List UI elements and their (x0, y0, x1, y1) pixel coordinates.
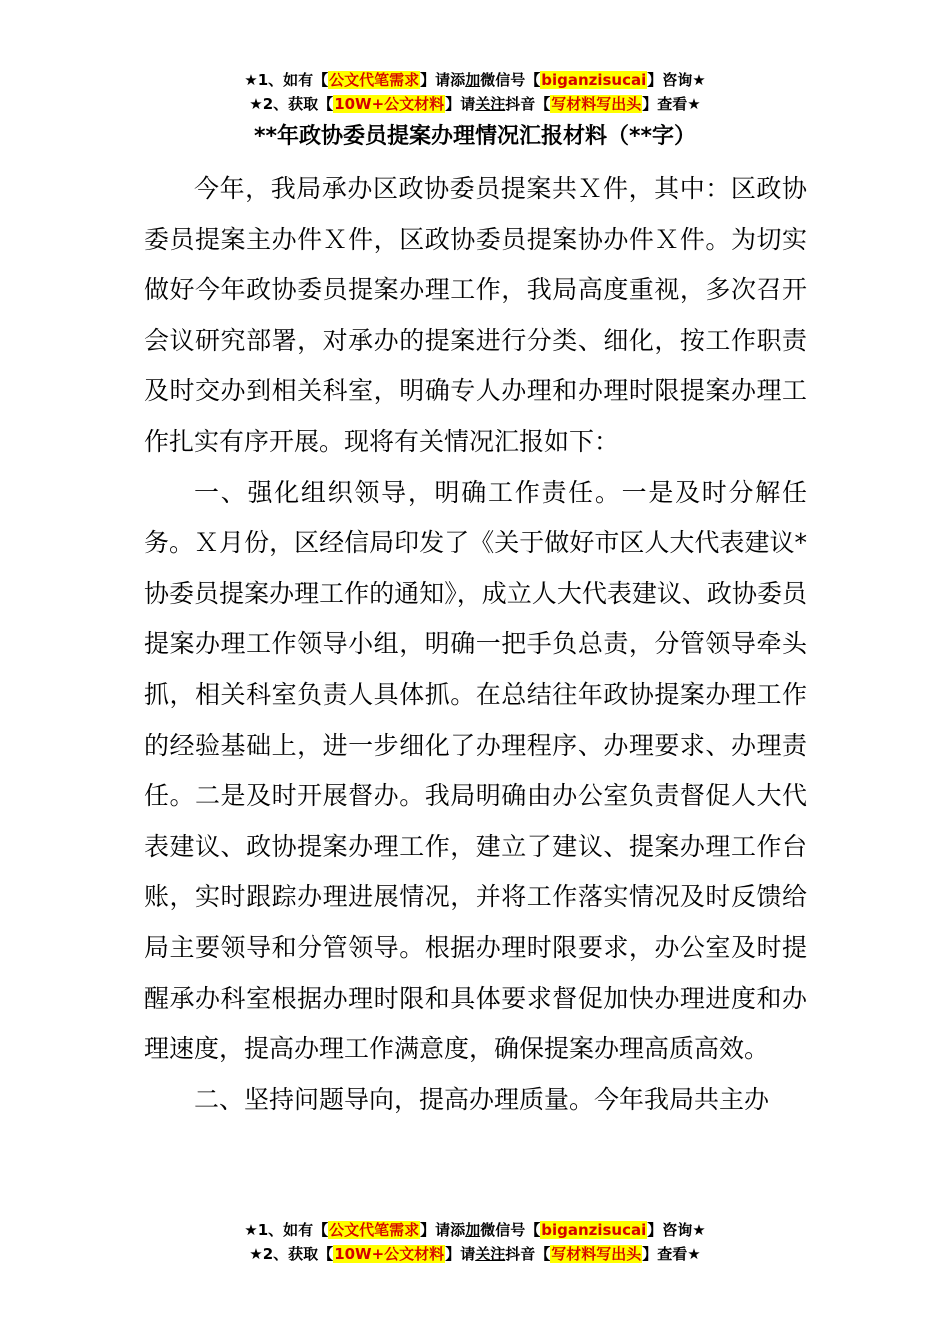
header-notice-line-2 (0, 93, 950, 115)
add-emphasis: 加 (465, 1221, 481, 1239)
notice-text: 】请 (445, 95, 476, 113)
notice-text: 微信号【 (480, 71, 541, 89)
notice-text: ★2、获取【 (249, 1245, 334, 1263)
footer-notice-line-1 (0, 1219, 950, 1241)
document-title: **年政协委员提案办理情况汇报材料（**字） (253, 124, 697, 149)
douyin-account-highlight: 写材料写出头 (551, 95, 642, 113)
notice-text: 】咨询★ (647, 1221, 706, 1239)
header-notice-line-1 (0, 69, 950, 91)
notice-text: 】咨询★ (647, 71, 706, 89)
notice-text: 】请添 (420, 71, 466, 89)
notice-text: 】请添 (420, 1221, 466, 1239)
notice-text: ★1、如有【 (244, 71, 329, 89)
wechat-id-highlight: biganzisucai (541, 1221, 647, 1239)
paragraph-section-2: 二、坚持问题导向，提高办理质量。今年我局共主办 (194, 1084, 770, 1114)
paragraph-intro: 今年，我局承办区政协委员提案共Ｘ件，其中：区政协委员提案主办件Ｘ件，区政协委员提案协办件Ｘ件。为切实做好今年政协委员提案办理工作，我局高度重视，多次召开会议研究部署，对承办的提案进行分类、细化，按工作职责及时交办到相关科室，明确专人办理和办理时限提案办理工作扎实有序开展。现将有关情况汇报如下： (144, 174, 807, 456)
footer-notice-line-2 (0, 1243, 950, 1265)
douyin-account-highlight: 写材料写出头 (551, 1245, 642, 1263)
offer-highlight: 10W+公文材料 (334, 1245, 445, 1263)
wechat-id-highlight: biganzisucai (541, 71, 647, 89)
service-highlight: 公文代笔需求 (329, 71, 420, 89)
notice-text: 抖音【 (505, 1245, 551, 1263)
notice-text: ★2、获取【 (249, 95, 334, 113)
notice-text: 】查看★ (642, 1245, 701, 1263)
follow-emphasis: 关注 (475, 1245, 506, 1263)
service-highlight: 公文代笔需求 (329, 1221, 420, 1239)
notice-text: 】查看★ (642, 95, 701, 113)
document-body (144, 164, 807, 1125)
notice-text: 微信号【 (480, 1221, 541, 1239)
notice-text: 抖音【 (505, 95, 551, 113)
notice-text: ★1、如有【 (244, 1221, 329, 1239)
offer-highlight: 10W+公文材料 (334, 95, 445, 113)
add-emphasis: 加 (465, 71, 481, 89)
follow-emphasis: 关注 (475, 95, 506, 113)
paragraph-section-1: 一、强化组织领导，明确工作责任。一是及时分解任务。Ｘ月份，区经信局印发了《关于做好市区人大代表建议*协委员提案办理工作的通知》，成立人大代表建议、政协委员提案办理工作领导小组，明确一把手负总责，分管领导牵头抓，相关科室负责人具体抓。在总结往年政协提案办理工作的经验基础上，进一步细化了办理程序、办理要求、办理责任。二是及时开展督办。我局明确由办公室负责督促人大代表建议、政协提案办理工作，建立了建议、提案办理工作台账，实时跟踪办理进展情况，并将工作落实情况及时反馈给局主要领导和分管领导。根据办理时限要求，办公室及时提醒承办科室根据办理时限和具体要求督促加快办理进度和办理速度，提高办理工作满意度，确保提案办理高质高效。 (144, 477, 807, 1064)
notice-text: 】请 (445, 1245, 476, 1263)
